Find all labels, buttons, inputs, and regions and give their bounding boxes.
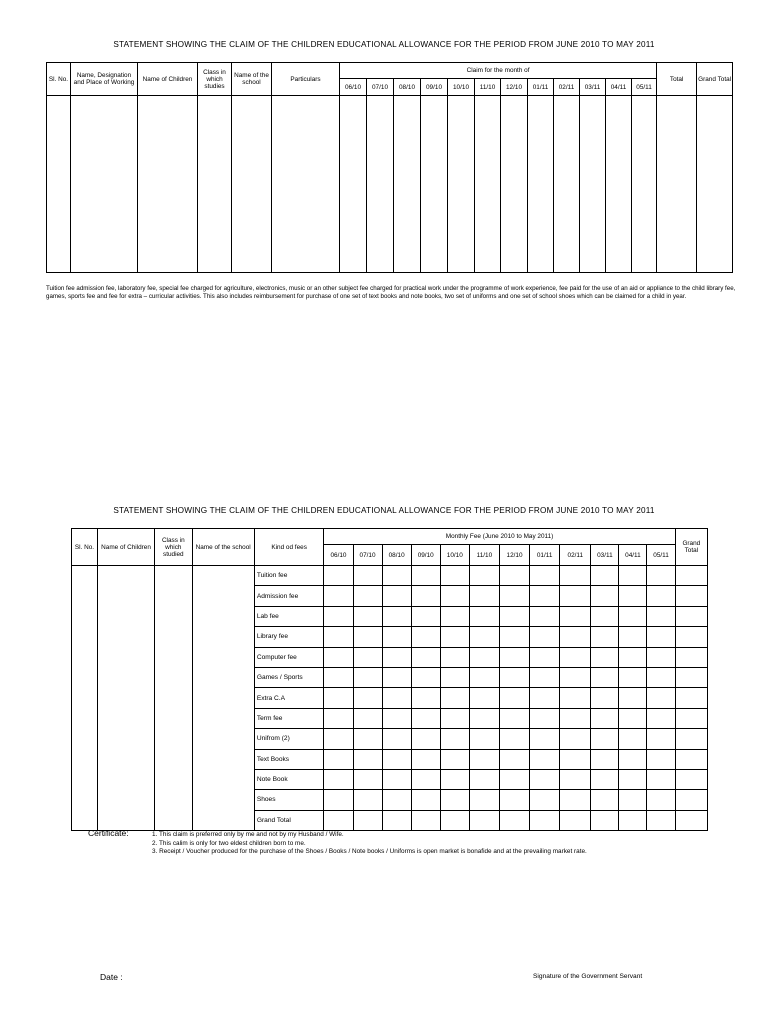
header-row bbox=[72, 529, 708, 545]
col-month: 04/11 bbox=[619, 545, 647, 566]
col-month: 09/10 bbox=[421, 79, 448, 96]
table-cell bbox=[560, 729, 591, 749]
table-cell bbox=[411, 790, 440, 810]
table-cell bbox=[72, 566, 98, 831]
table-cell bbox=[619, 708, 647, 728]
table-cell bbox=[675, 647, 707, 667]
table-cell bbox=[530, 586, 560, 606]
table-cell bbox=[499, 627, 529, 647]
table-cell bbox=[591, 586, 619, 606]
table-cell bbox=[619, 667, 647, 687]
table-cell bbox=[619, 647, 647, 667]
table-cell bbox=[675, 708, 707, 728]
table-cell bbox=[421, 96, 448, 273]
table-cell bbox=[580, 96, 606, 273]
table-cell bbox=[469, 627, 499, 647]
table-cell bbox=[560, 688, 591, 708]
table-cell bbox=[353, 566, 382, 586]
table-cell bbox=[619, 810, 647, 830]
table-cell bbox=[591, 566, 619, 586]
table-cell bbox=[440, 749, 469, 769]
col-month: 11/10 bbox=[475, 79, 501, 96]
table-cell bbox=[353, 606, 382, 626]
fee-kind-label: Admission fee bbox=[254, 586, 324, 606]
col-class: Class in which studied bbox=[155, 529, 192, 566]
table-row bbox=[47, 96, 733, 273]
table-cell bbox=[560, 586, 591, 606]
table-cell bbox=[675, 586, 707, 606]
table-cell bbox=[440, 667, 469, 687]
table-cell bbox=[47, 96, 71, 273]
table-cell bbox=[499, 790, 529, 810]
table-cell bbox=[560, 647, 591, 667]
table-cell bbox=[560, 566, 591, 586]
table-cell bbox=[647, 810, 675, 830]
col-class: Class in which studies bbox=[198, 63, 232, 96]
table-cell bbox=[440, 708, 469, 728]
col-total: Total bbox=[657, 63, 697, 96]
table-cell bbox=[71, 96, 138, 273]
table-cell bbox=[647, 667, 675, 687]
fee-kind-label: Extra C.A bbox=[254, 688, 324, 708]
table-cell bbox=[469, 790, 499, 810]
table-cell bbox=[411, 688, 440, 708]
date-label: Date : bbox=[100, 972, 123, 982]
table-cell bbox=[530, 627, 560, 647]
table-cell bbox=[499, 769, 529, 789]
table-cell bbox=[647, 606, 675, 626]
col-kind-of-fees: Kind od fees bbox=[254, 529, 324, 566]
table-cell bbox=[560, 769, 591, 789]
table-cell bbox=[591, 708, 619, 728]
col-month: 09/10 bbox=[411, 545, 440, 566]
allowance-note: Tuition fee admission fee, laboratory fee, special fee charged for agriculture, electronics, music or an other subject fee charged for practical work under the programme of work experience, fee paid for the use of an aid or appliance to the child library fee, games, sports fee and fee for extra – curricular activities. This also includes reimbursement for purchase of one set of text books and note books, two set of uniforms and one set of school shoes which can be claimed for a child in year. bbox=[46, 285, 736, 300]
table-cell bbox=[619, 688, 647, 708]
table-cell bbox=[499, 606, 529, 626]
table-cell bbox=[382, 586, 411, 606]
table-cell bbox=[353, 667, 382, 687]
table-cell bbox=[394, 96, 421, 273]
table-cell bbox=[501, 96, 528, 273]
table-cell bbox=[647, 586, 675, 606]
col-month: 10/10 bbox=[440, 545, 469, 566]
table-cell bbox=[411, 729, 440, 749]
table-cell bbox=[619, 586, 647, 606]
monthly-fee-table bbox=[71, 528, 708, 831]
fee-kind-label: Text Books bbox=[254, 749, 324, 769]
col-claim-group: Claim for the month of bbox=[340, 63, 657, 79]
table-cell bbox=[155, 566, 192, 831]
col-children: Name of Children bbox=[97, 529, 154, 566]
table-cell bbox=[469, 647, 499, 667]
certificate-item: 1. This claim is preferred only by me and not by my Husband / Wife. bbox=[152, 831, 344, 838]
table-cell bbox=[499, 566, 529, 586]
table-cell bbox=[324, 667, 353, 687]
table-cell bbox=[97, 566, 154, 831]
table-cell bbox=[530, 708, 560, 728]
col-month: 11/10 bbox=[469, 545, 499, 566]
table-cell bbox=[382, 708, 411, 728]
col-month: 04/11 bbox=[606, 79, 632, 96]
table-cell bbox=[440, 606, 469, 626]
fee-kind-label: Shoes bbox=[254, 790, 324, 810]
form2-title: STATEMENT SHOWING THE CLAIM OF THE CHILDREN EDUCATIONAL ALLOWANCE FOR THE PERIOD FROM JUNE 2010 TO MAY 2011 bbox=[113, 506, 655, 515]
table-cell bbox=[411, 647, 440, 667]
table-cell bbox=[232, 96, 272, 273]
table-cell bbox=[353, 749, 382, 769]
table-cell bbox=[619, 729, 647, 749]
table-cell bbox=[499, 749, 529, 769]
table-cell bbox=[411, 586, 440, 606]
table-cell bbox=[560, 708, 591, 728]
table-cell bbox=[530, 769, 560, 789]
table-cell bbox=[353, 708, 382, 728]
table-cell bbox=[382, 749, 411, 769]
table-cell bbox=[606, 96, 632, 273]
fee-kind-label: Computer fee bbox=[254, 647, 324, 667]
table-cell bbox=[469, 749, 499, 769]
table-cell bbox=[353, 688, 382, 708]
col-month: 12/10 bbox=[501, 79, 528, 96]
table-cell bbox=[382, 688, 411, 708]
col-month: 02/11 bbox=[554, 79, 580, 96]
col-month: 05/11 bbox=[632, 79, 657, 96]
table-cell bbox=[675, 688, 707, 708]
table-cell bbox=[382, 729, 411, 749]
table-cell bbox=[440, 647, 469, 667]
fee-kind-label: Term fee bbox=[254, 708, 324, 728]
fee-kind-label: Lab fee bbox=[254, 606, 324, 626]
table-cell bbox=[324, 769, 353, 789]
table-cell bbox=[560, 606, 591, 626]
table-cell bbox=[411, 606, 440, 626]
col-month: 03/11 bbox=[580, 79, 606, 96]
table-cell bbox=[340, 96, 367, 273]
col-children: Name of Children bbox=[138, 63, 198, 96]
certificate-item: 3. Receipt / Voucher produced for the purchase of the Shoes / Books / Note books / Uniforms is open market is bonafide and at the prevailing market rate. bbox=[152, 848, 587, 855]
table-cell bbox=[440, 769, 469, 789]
table-cell bbox=[619, 566, 647, 586]
table-cell bbox=[367, 96, 394, 273]
table-cell bbox=[675, 769, 707, 789]
table-cell bbox=[469, 708, 499, 728]
table-cell bbox=[675, 810, 707, 830]
table-cell bbox=[138, 96, 198, 273]
table-cell bbox=[591, 810, 619, 830]
certificate-item: 2. This calim is only for two eldest children born to me. bbox=[152, 839, 306, 847]
table-cell bbox=[469, 667, 499, 687]
table-cell bbox=[591, 606, 619, 626]
table-cell bbox=[324, 647, 353, 667]
table-cell bbox=[324, 566, 353, 586]
table-cell bbox=[647, 769, 675, 789]
table-cell bbox=[591, 627, 619, 647]
table-cell bbox=[469, 729, 499, 749]
table-cell bbox=[440, 627, 469, 647]
table-cell bbox=[647, 749, 675, 769]
table-cell bbox=[560, 627, 591, 647]
col-month: 03/11 bbox=[591, 545, 619, 566]
table-cell bbox=[475, 96, 501, 273]
table-cell bbox=[591, 729, 619, 749]
table-cell bbox=[382, 810, 411, 830]
table-cell bbox=[440, 566, 469, 586]
col-monthly-group: Monthly Fee (June 2010 to May 2011) bbox=[324, 529, 675, 545]
table-cell bbox=[353, 790, 382, 810]
table-cell bbox=[530, 790, 560, 810]
certificate-list bbox=[152, 831, 587, 857]
table-cell bbox=[530, 606, 560, 626]
table-cell bbox=[530, 729, 560, 749]
table-cell bbox=[353, 627, 382, 647]
col-grand-total: Grand Total bbox=[697, 63, 733, 96]
table-cell bbox=[382, 790, 411, 810]
table-cell bbox=[324, 688, 353, 708]
col-sl-no: Sl. No. bbox=[47, 63, 71, 96]
col-school: Name of the school bbox=[232, 63, 272, 96]
table-cell bbox=[382, 627, 411, 647]
certificate-label: Certificate: bbox=[88, 828, 129, 838]
table-cell bbox=[591, 647, 619, 667]
table-cell bbox=[675, 749, 707, 769]
table-cell bbox=[411, 566, 440, 586]
table-cell bbox=[647, 566, 675, 586]
table-cell bbox=[675, 566, 707, 586]
table-cell bbox=[619, 790, 647, 810]
table-cell bbox=[469, 566, 499, 586]
table-cell bbox=[440, 729, 469, 749]
table-cell bbox=[353, 647, 382, 667]
signature-label: Signature of the Government Servant bbox=[533, 973, 643, 980]
table-cell bbox=[382, 769, 411, 789]
table-cell bbox=[324, 586, 353, 606]
table-cell bbox=[632, 96, 657, 273]
table-cell bbox=[469, 586, 499, 606]
table-cell bbox=[448, 96, 475, 273]
table-cell bbox=[591, 790, 619, 810]
table-cell bbox=[528, 96, 554, 273]
form1-title: STATEMENT SHOWING THE CLAIM OF THE CHILDREN EDUCATIONAL ALLOWANCE FOR THE PERIOD FROM JUNE 2010 TO MAY 2011 bbox=[113, 40, 655, 49]
fee-kind-label: Library fee bbox=[254, 627, 324, 647]
table-cell bbox=[647, 708, 675, 728]
table-cell bbox=[560, 667, 591, 687]
table-cell bbox=[469, 810, 499, 830]
table-cell bbox=[440, 688, 469, 708]
table-cell bbox=[530, 688, 560, 708]
table-cell bbox=[382, 647, 411, 667]
col-name-designation: Name, Designation and Place of Working bbox=[71, 63, 138, 96]
table-cell bbox=[499, 708, 529, 728]
col-month: 07/10 bbox=[367, 79, 394, 96]
table-cell bbox=[411, 810, 440, 830]
table-cell bbox=[675, 606, 707, 626]
col-sl-no: Sl. No. bbox=[72, 529, 98, 566]
table-cell bbox=[619, 749, 647, 769]
table-cell bbox=[675, 667, 707, 687]
fee-kind-label: Games / Sports bbox=[254, 667, 324, 687]
claim-table bbox=[46, 62, 733, 273]
table-cell bbox=[382, 667, 411, 687]
fee-row bbox=[72, 566, 708, 586]
table-cell bbox=[647, 688, 675, 708]
col-month: 01/11 bbox=[530, 545, 560, 566]
table-cell bbox=[382, 566, 411, 586]
table-cell bbox=[440, 790, 469, 810]
table-cell bbox=[697, 96, 733, 273]
table-cell bbox=[324, 729, 353, 749]
table-cell bbox=[411, 708, 440, 728]
table-cell bbox=[324, 606, 353, 626]
table-cell bbox=[499, 688, 529, 708]
col-month: 07/10 bbox=[353, 545, 382, 566]
table-cell bbox=[619, 606, 647, 626]
fee-kind-label: Grand Total bbox=[254, 810, 324, 830]
table-cell bbox=[499, 667, 529, 687]
col-month: 01/11 bbox=[528, 79, 554, 96]
table-cell bbox=[675, 729, 707, 749]
table-cell bbox=[324, 790, 353, 810]
table-cell bbox=[353, 810, 382, 830]
col-month: 06/10 bbox=[324, 545, 353, 566]
table-cell bbox=[560, 790, 591, 810]
table-cell bbox=[499, 810, 529, 830]
table-cell bbox=[560, 810, 591, 830]
table-cell bbox=[647, 627, 675, 647]
table-cell bbox=[411, 667, 440, 687]
table-cell bbox=[647, 790, 675, 810]
table-cell bbox=[324, 749, 353, 769]
col-month: 08/10 bbox=[382, 545, 411, 566]
table-cell bbox=[382, 606, 411, 626]
col-month: 08/10 bbox=[394, 79, 421, 96]
table-cell bbox=[657, 96, 697, 273]
col-grand-total: Grand Total bbox=[675, 529, 707, 566]
table-cell bbox=[675, 627, 707, 647]
col-month: 06/10 bbox=[340, 79, 367, 96]
table-cell bbox=[591, 688, 619, 708]
table-cell bbox=[411, 627, 440, 647]
table-cell bbox=[499, 729, 529, 749]
table-cell bbox=[411, 769, 440, 789]
table-cell bbox=[469, 769, 499, 789]
table-cell bbox=[591, 667, 619, 687]
table-cell bbox=[499, 647, 529, 667]
table-cell bbox=[530, 566, 560, 586]
table-cell bbox=[353, 729, 382, 749]
fee-kind-label: Note Book bbox=[254, 769, 324, 789]
col-month: 10/10 bbox=[448, 79, 475, 96]
table-cell bbox=[591, 769, 619, 789]
table-cell bbox=[647, 729, 675, 749]
table-cell bbox=[530, 810, 560, 830]
table-cell bbox=[440, 586, 469, 606]
table-cell bbox=[675, 790, 707, 810]
table-cell bbox=[554, 96, 580, 273]
table-cell bbox=[272, 96, 340, 273]
table-cell bbox=[469, 606, 499, 626]
table-cell bbox=[324, 810, 353, 830]
col-month: 05/11 bbox=[647, 545, 675, 566]
col-school: Name of the school bbox=[192, 529, 254, 566]
col-particulars: Particulars bbox=[272, 63, 340, 96]
table-cell bbox=[530, 667, 560, 687]
table-cell bbox=[440, 810, 469, 830]
table-cell bbox=[469, 688, 499, 708]
fee-kind-label: Unifrom (2) bbox=[254, 729, 324, 749]
header-row bbox=[47, 63, 733, 79]
table-cell bbox=[324, 708, 353, 728]
col-month: 12/10 bbox=[499, 545, 529, 566]
fee-kind-label: Tuition fee bbox=[254, 566, 324, 586]
table-cell bbox=[619, 627, 647, 647]
col-month: 02/11 bbox=[560, 545, 591, 566]
table-cell bbox=[324, 627, 353, 647]
table-cell bbox=[192, 566, 254, 831]
table-cell bbox=[591, 749, 619, 769]
table-cell bbox=[198, 96, 232, 273]
table-cell bbox=[530, 749, 560, 769]
table-cell bbox=[530, 647, 560, 667]
table-cell bbox=[647, 647, 675, 667]
table-cell bbox=[619, 769, 647, 789]
table-cell bbox=[560, 749, 591, 769]
table-cell bbox=[499, 586, 529, 606]
table-cell bbox=[411, 749, 440, 769]
table-cell bbox=[353, 586, 382, 606]
table-cell bbox=[353, 769, 382, 789]
